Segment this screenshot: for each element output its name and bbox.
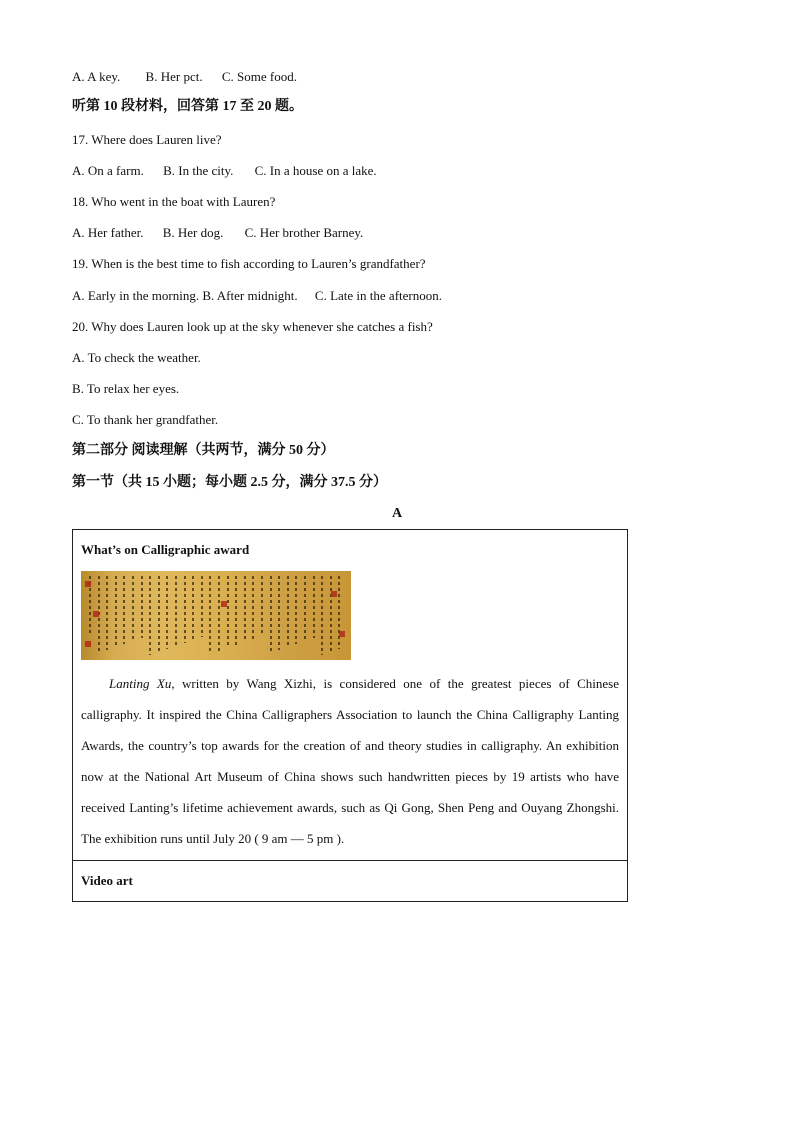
section-heading: 第一节（共 15 小题；每小题 2.5 分，满分 37.5 分） [72, 475, 387, 490]
calligraphy-stroke-column [209, 576, 211, 654]
seal-mark [339, 631, 345, 637]
option: C. Some food. [221, 69, 297, 84]
calligraphy-stroke-column [175, 576, 177, 646]
calligraphy-stroke-column [141, 576, 143, 638]
option: C. In a house on a lake. [254, 163, 377, 178]
calligraphy-stroke-column [158, 576, 160, 652]
calligraphy-image [81, 571, 351, 660]
option: B. To relax her eyes. [72, 381, 180, 396]
paragraph-text: , written by Wang Xizhi, is considered one of the greatest pieces of Chinese calligraphy. It inspired the China Calligraphers Association to launch the China Calligraphy Lanting Awards, the country’s top awards for the creation of and theory studies in calligraphy. An exhibition now at the National Art Museum of China shows such handwritten pieces by 19 artists who have received Lanting’s lifetime achievement awards, such as Qi Gong, Shen Peng and Ouyang Zhongshi. The exhibition runs until July 20 ( 9 am — 5 pm ). [81, 676, 619, 846]
calligraphy-stroke-column [123, 576, 125, 644]
calligraphy-stroke-column [149, 576, 151, 655]
calligraphy-stroke-column [287, 576, 289, 647]
calligraphy-stroke-column [166, 576, 168, 649]
calligraphy-stroke-column [192, 576, 194, 640]
calligraphy-stroke-column [227, 576, 229, 648]
calligraphy-stroke-column [338, 576, 340, 649]
seal-mark [85, 581, 91, 587]
option: C. Her brother Barney. [244, 225, 364, 240]
box-title: Video art [81, 873, 133, 888]
calligraphy-stroke-column [132, 576, 134, 641]
option: B. In the city. [163, 163, 234, 178]
calligraphy-stroke-column [261, 576, 263, 636]
option: C. Late in the afternoon. [314, 288, 442, 303]
passage-label: A [391, 506, 403, 521]
calligraphy-stroke-column [295, 576, 297, 644]
title-italic: Lanting Xu [109, 676, 172, 691]
question-stem: 18. Who went in the boat with Lauren? [72, 194, 276, 209]
option: A. Early in the morning. B. After midnight. [72, 288, 298, 303]
seal-mark [331, 591, 337, 597]
seal-mark [85, 641, 91, 647]
box-title: What’s on Calligraphic award [81, 542, 250, 557]
calligraphy-stroke-column [244, 576, 246, 642]
option: B. Her dog. [162, 225, 224, 240]
question-stem: 17. Where does Lauren live? [72, 132, 222, 147]
calligraphy-stroke-column [115, 576, 117, 647]
option: C. To thank her grandfather. [72, 412, 219, 427]
calligraphy-stroke-column [235, 576, 237, 645]
question-options [72, 225, 363, 241]
calligraphy-stroke-column [313, 576, 315, 638]
calligraphy-stroke-column [218, 576, 220, 651]
calligraphy-stroke-column [278, 576, 280, 650]
part-heading: 第二部分 阅读理解（共两节，满分 50 分） [72, 443, 335, 458]
option: A. On a farm. [72, 163, 144, 178]
calligraphy-stroke-column [270, 576, 272, 653]
option: A. To check the weather. [72, 350, 201, 365]
seal-mark [93, 611, 99, 617]
question-options [72, 288, 442, 304]
calligraphy-cell [73, 530, 628, 861]
question-stem: 20. Why does Lauren look up at the sky whenever she catches a fish? [72, 319, 433, 334]
calligraphy-stroke-column [252, 576, 254, 639]
section-heading: 听第 10 段材料，回答第 17 至 20 题。 [72, 99, 303, 114]
option: A. Her father. [72, 225, 144, 240]
calligraphy-stroke-column [201, 576, 203, 637]
option: A. A key. [72, 69, 121, 84]
calligraphy-stroke-column [321, 576, 323, 655]
seal-mark [221, 601, 227, 607]
video-art-cell [73, 861, 628, 902]
question-stem: 19. When is the best time to fish according to Lauren’s grandfather? [72, 256, 426, 271]
calligraphy-stroke-column [304, 576, 306, 641]
question-options [72, 163, 377, 179]
passage-paragraph [81, 668, 619, 854]
calligraphy-stroke-column [184, 576, 186, 643]
passage-box [72, 529, 628, 902]
option: B. Her pct. [145, 69, 203, 84]
calligraphy-stroke-column [330, 576, 332, 652]
calligraphy-stroke-column [106, 576, 108, 650]
q16-options [72, 69, 297, 85]
